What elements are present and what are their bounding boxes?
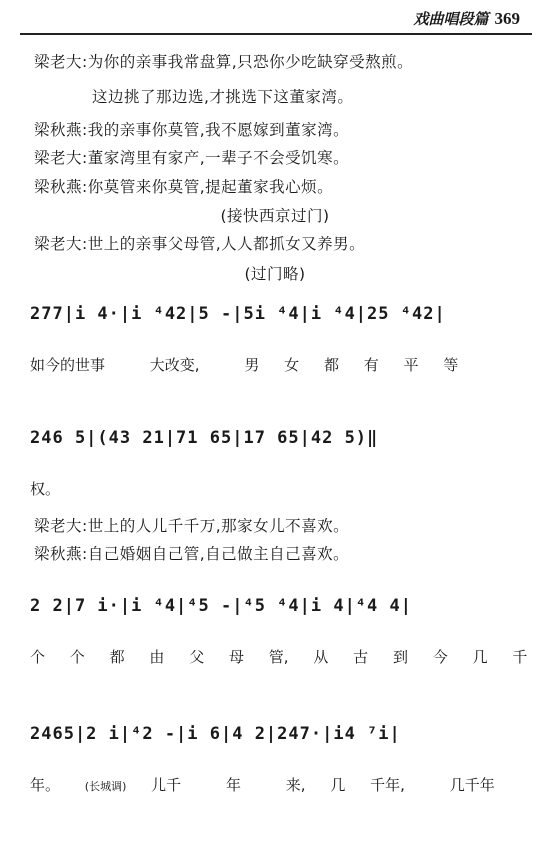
jianpu-notes: 246 5|(43 21|71 65|17 65|42 5)‖ [30,428,379,448]
lyrics-line [30,354,535,375]
lyric: 个 [69,648,85,666]
dialogue-line: 梁老大:世上的人儿千千万,那家女儿不喜欢。 [34,517,350,535]
lyric: 等 [443,356,459,374]
dialogue-line: 梁秋燕:你莫管来你莫管,提起董家我心烦。 [34,178,334,196]
jianpu-notes: 2465|2 i|⁴2 -|i 6|4 2|247·|i4 ⁷i| [30,724,401,744]
section-title: 戏曲唱段篇 [413,10,489,28]
page-number: 369 [494,9,520,28]
lyric: 几 [330,776,346,794]
lyric: 由 [149,648,165,666]
lyric: 大改变, [149,356,200,374]
lyrics-line [30,774,535,795]
lyric: 今 [432,648,448,666]
dialogue-line: 梁老大:为你的亲事我常盘算,只恐你少吃缺穿受熬煎。 [34,53,414,71]
lyric: 几 [472,648,488,666]
page-header [413,8,520,30]
lyric: 平 [403,356,419,374]
lyric: 年 [225,776,241,794]
stage-direction: (过门略) [244,265,306,283]
header-rule [20,33,532,35]
score-staff-4 [30,724,535,795]
lyric: 几千年 [449,776,495,794]
dialogue-line: 梁老大:世上的亲事父母管,人人都抓女又养男。 [34,235,366,253]
lyric: 男 [244,356,260,374]
score-staff-2 [30,428,535,499]
lyric: 如今的世事 [30,356,106,374]
lyric: 千 [512,648,528,666]
jianpu-notes: 277|i 4·|i ⁴42|5 -|5i ⁴4|i ⁴4|25 ⁴42| [30,304,446,324]
lyric: 年。 [30,776,61,794]
lyrics-line [30,646,535,667]
lyric: 女 [284,356,300,374]
lyric: 有 [363,356,379,374]
lyric: 千年, [370,776,405,794]
lyric: 从 [313,648,329,666]
lyric: 父 [189,648,205,666]
score-staff-3 [30,596,535,667]
lyric: 都 [323,356,339,374]
jianpu-notes: 2 2|7 i·|i ⁴4|⁴5 -|⁴5 ⁴4|i 4|⁴4 4| [30,596,412,616]
lyric: 到 [392,648,408,666]
lyric-annotation: (长城调) [84,780,127,793]
dialogue-line: 梁秋燕:自己婚姻自己管,自己做主自己喜欢。 [34,545,350,563]
lyric: 都 [109,648,125,666]
dialogue-line: 梁秋燕:我的亲事你莫管,我不愿嫁到董家湾。 [34,121,350,139]
lyric: 母 [228,648,244,666]
lyric: 儿千 [151,776,182,794]
lyric: 权。 [30,480,61,498]
lyric: 管, [268,648,289,666]
lyric: 来, [285,776,306,794]
lyric: 古 [353,648,369,666]
score-staff-1 [30,304,535,375]
stage-direction: (接快西京过门) [220,207,330,225]
lyrics-line [30,478,535,499]
dialogue-line: 这边挑了那边选,才挑选下这董家湾。 [92,88,354,106]
dialogue-line: 梁老大:董家湾里有家产,一辈子不会受饥寒。 [34,149,350,167]
lyric: 个 [30,648,46,666]
